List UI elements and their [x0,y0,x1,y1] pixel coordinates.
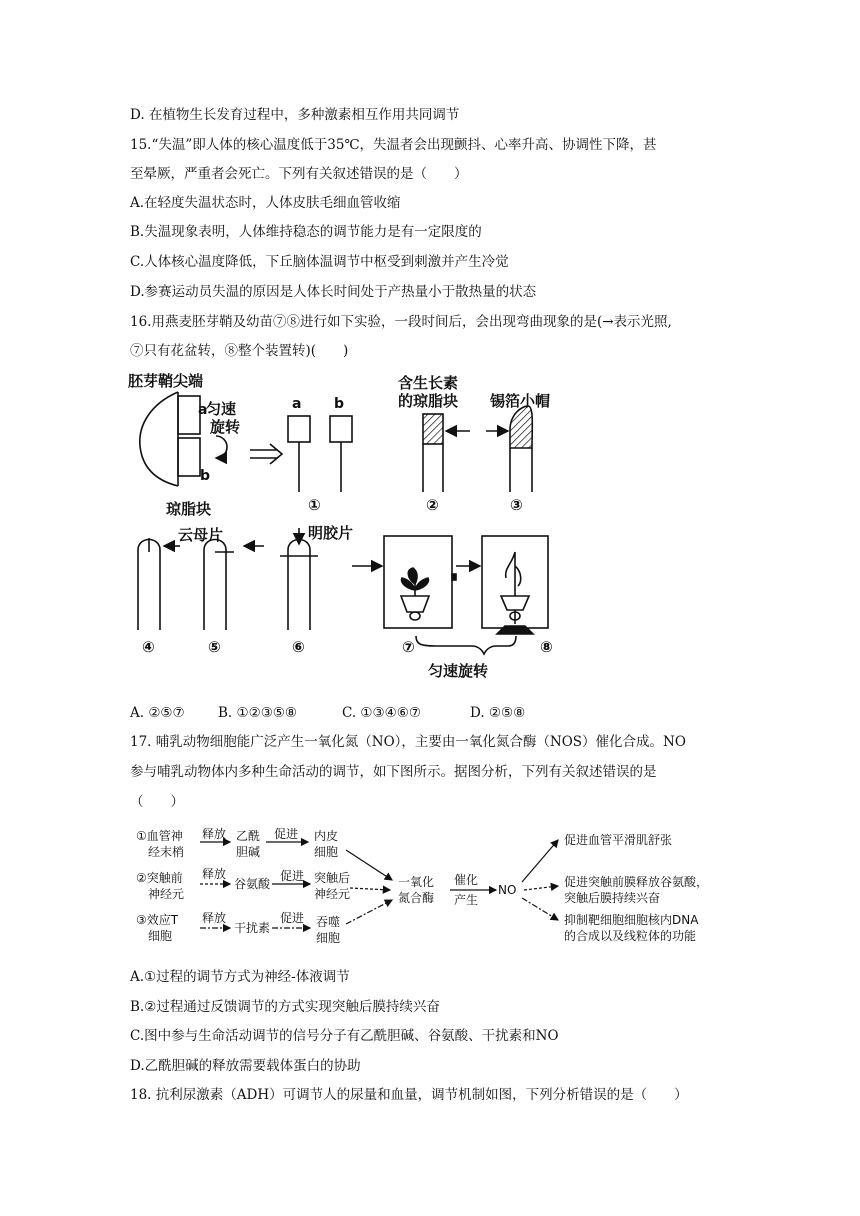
fig16-rotate1: 匀速 [206,400,237,418]
fig17-nos1: 一氧化 [398,875,435,889]
fig16-auxin2: 的琼脂块 [398,392,459,410]
setup7-box [384,536,452,628]
fig17-r3-tgt1: 吞噬 [316,915,341,929]
q17-no-regulation-figure [134,820,734,960]
fig17-r3-src2: 细胞 [148,929,173,943]
q14-option-d: D. 在植物生长发育过程中，多种激素相互作用共同调节 [130,107,460,123]
double-arrow-icon [250,444,282,464]
agar-block-a [178,396,200,434]
setup6-coleoptile [288,540,310,631]
fig17-out3a: 抑制靶细胞细胞核内DNA [564,913,699,927]
setup5-coleoptile [204,540,226,631]
fig16-auxin1: 含生长素 [398,374,459,392]
q18-stem: 18. 抗利尿激素（ADH）可调节人的尿量和血量，调节机制如图，下列分析错误的是（ ） [130,1087,688,1103]
fig17-no: NO [498,883,517,897]
fig17-r3-src1: ③效应T [136,913,179,927]
fig17-r1-tgt1: 内皮 [314,829,339,843]
q15-option-c: C.人体核心温度降低，下丘脑体温调节中枢受到刺激并产生冷觉 [130,254,509,270]
q16-stem-line1: 16.用燕麦胚芽鞘及幼苗⑦⑧进行如下实验，一段时间后，会出现弯曲现象的是(→表示光照, [130,314,672,330]
fig16-rotate2: 旋转 [210,418,241,436]
fig16-agar-label: 琼脂块 [166,500,212,518]
fig17-out2b: 突触后膜持续兴奋 [564,891,661,905]
fig17-r1-release: 释放 [202,827,227,841]
fig16-setup1-b: b [334,396,345,412]
q16-option-b: B. ①②③⑤⑧ [218,705,298,721]
fig17-catalyze1: 催化 [454,873,479,887]
setup3-foil-cap [510,406,532,448]
fig16-gelatin: 明胶片 [308,524,354,542]
fig16-n7: ⑦ [402,638,415,656]
setup1-block-a [288,416,310,442]
fig16-label-b: b [200,468,211,484]
q17-option-a: A.①过程的调节方式为神经-体液调节 [130,969,350,985]
q17-stem-line1: 17. 哺乳动物细胞能广泛产生一氧化氮（NO），主要由一氧化氮合酶（NOS）催化合成。NO [130,734,686,750]
fig16-n1: ① [308,496,321,514]
fig17-r2-src2: 神经元 [148,887,185,901]
fig17-r2-src1: ②突触前 [136,871,183,885]
fig17-nos2: 氮合酶 [398,891,435,905]
q16-coleoptile-figure [120,368,580,698]
setup4-coleoptile [138,540,160,631]
coleoptile-tip-shape [140,392,178,486]
fig16-uniform-rotation: 匀速旋转 [428,662,489,680]
fig16-foil: 锡箔小帽 [490,392,551,410]
fig17-r1-mid2: 胆碱 [236,845,261,859]
q15-stem-line2: 至晕厥，严重者会死亡。下列有关叙述错误的是（ ） [130,166,468,182]
q16-option-c: C. ①③④⑥⑦ [342,705,421,721]
fig17-r1-mid1: 乙酰 [236,829,261,843]
q16-option-a: A. ②⑤⑦ [130,705,185,721]
fig17-r2-mid: 谷氨酸 [234,877,271,891]
q17-stem-line3: （ ） [130,794,184,810]
fig16-n6: ⑥ [292,638,305,656]
q17-option-d: D.乙酰胆碱的释放需要载体蛋白的协助 [130,1058,361,1074]
fig17-r1-src1: ①血管神 [136,829,183,843]
fig17-out3b: 的合成以及线粒体的功能 [564,929,697,943]
fig17-r2-tgt1: 突触后 [314,871,351,885]
rotation-icon [216,436,227,458]
q17-option-c: C.图中参与生命活动调节的信号分子有乙酰胆碱、谷氨酸、干扰素和NO [130,1028,559,1044]
fig16-n8: ⑧ [540,638,553,656]
q15-option-d: D.参赛运动员失温的原因是人体长时间处于产热量小于散热量的状态 [130,284,537,300]
q17-stem-line2: 参与哺乳动物体内多种生命活动的调节，如下图所示。据图分析，下列有关叙述错误的是 [130,764,657,780]
fig17-out1: 促进血管平滑肌舒张 [564,833,673,847]
fig17-r2-promote: 促进 [280,869,305,883]
fig17-out2a: 促进突触前膜释放谷氨酸， [564,875,709,889]
fig17-r1-promote: 促进 [274,827,299,841]
fig16-n4: ④ [142,638,155,656]
q17-option-b: B.②过程通过反馈调节的方式实现突触后膜持续兴奋 [130,999,440,1015]
fig17-r3-tgt2: 细胞 [316,931,341,945]
fig16-tip-label: 胚芽鞘尖端 [128,372,204,390]
fig17-r1-src2: 经末梢 [148,845,185,859]
q16-stem-line2: ⑦只有花盆转，⑧整个装置转)( ) [130,343,349,359]
fig16-mica: 云母片 [178,526,224,544]
fig16-n3: ③ [510,496,523,514]
setup1-block-b [330,416,352,442]
fig16-n5: ⑤ [208,638,221,656]
q15-option-a: A.在轻度失温状态时，人体皮肤毛细血管收缩 [130,195,401,211]
fig16-n2: ② [426,496,439,514]
fig17-catalyze2: 产生 [454,893,479,907]
fig17-r1-tgt2: 细胞 [314,845,339,859]
q15-option-b: B.失温现象表明，人体维持稳态的调节能力是有一定限度的 [130,224,482,240]
agar-block-b [178,438,200,476]
fig17-r3-mid: 干扰素 [234,921,271,935]
fig17-r2-tgt2: 神经元 [314,887,351,901]
fig17-r3-release: 释放 [202,911,227,925]
fig16-setup1-a: a [292,396,302,412]
q16-option-d: D. ②⑤⑧ [470,705,526,721]
fig17-r3-promote: 促进 [280,911,305,925]
fig17-r2-release: 释放 [202,867,227,881]
q15-stem-line1: 15.“失温”即人体的核心温度低于35℃，失温者会出现颤抖、心率升高、协调性下降，甚 [130,137,657,153]
setup2-auxin-agar [423,414,443,444]
fig16-label-a: a [198,402,208,418]
